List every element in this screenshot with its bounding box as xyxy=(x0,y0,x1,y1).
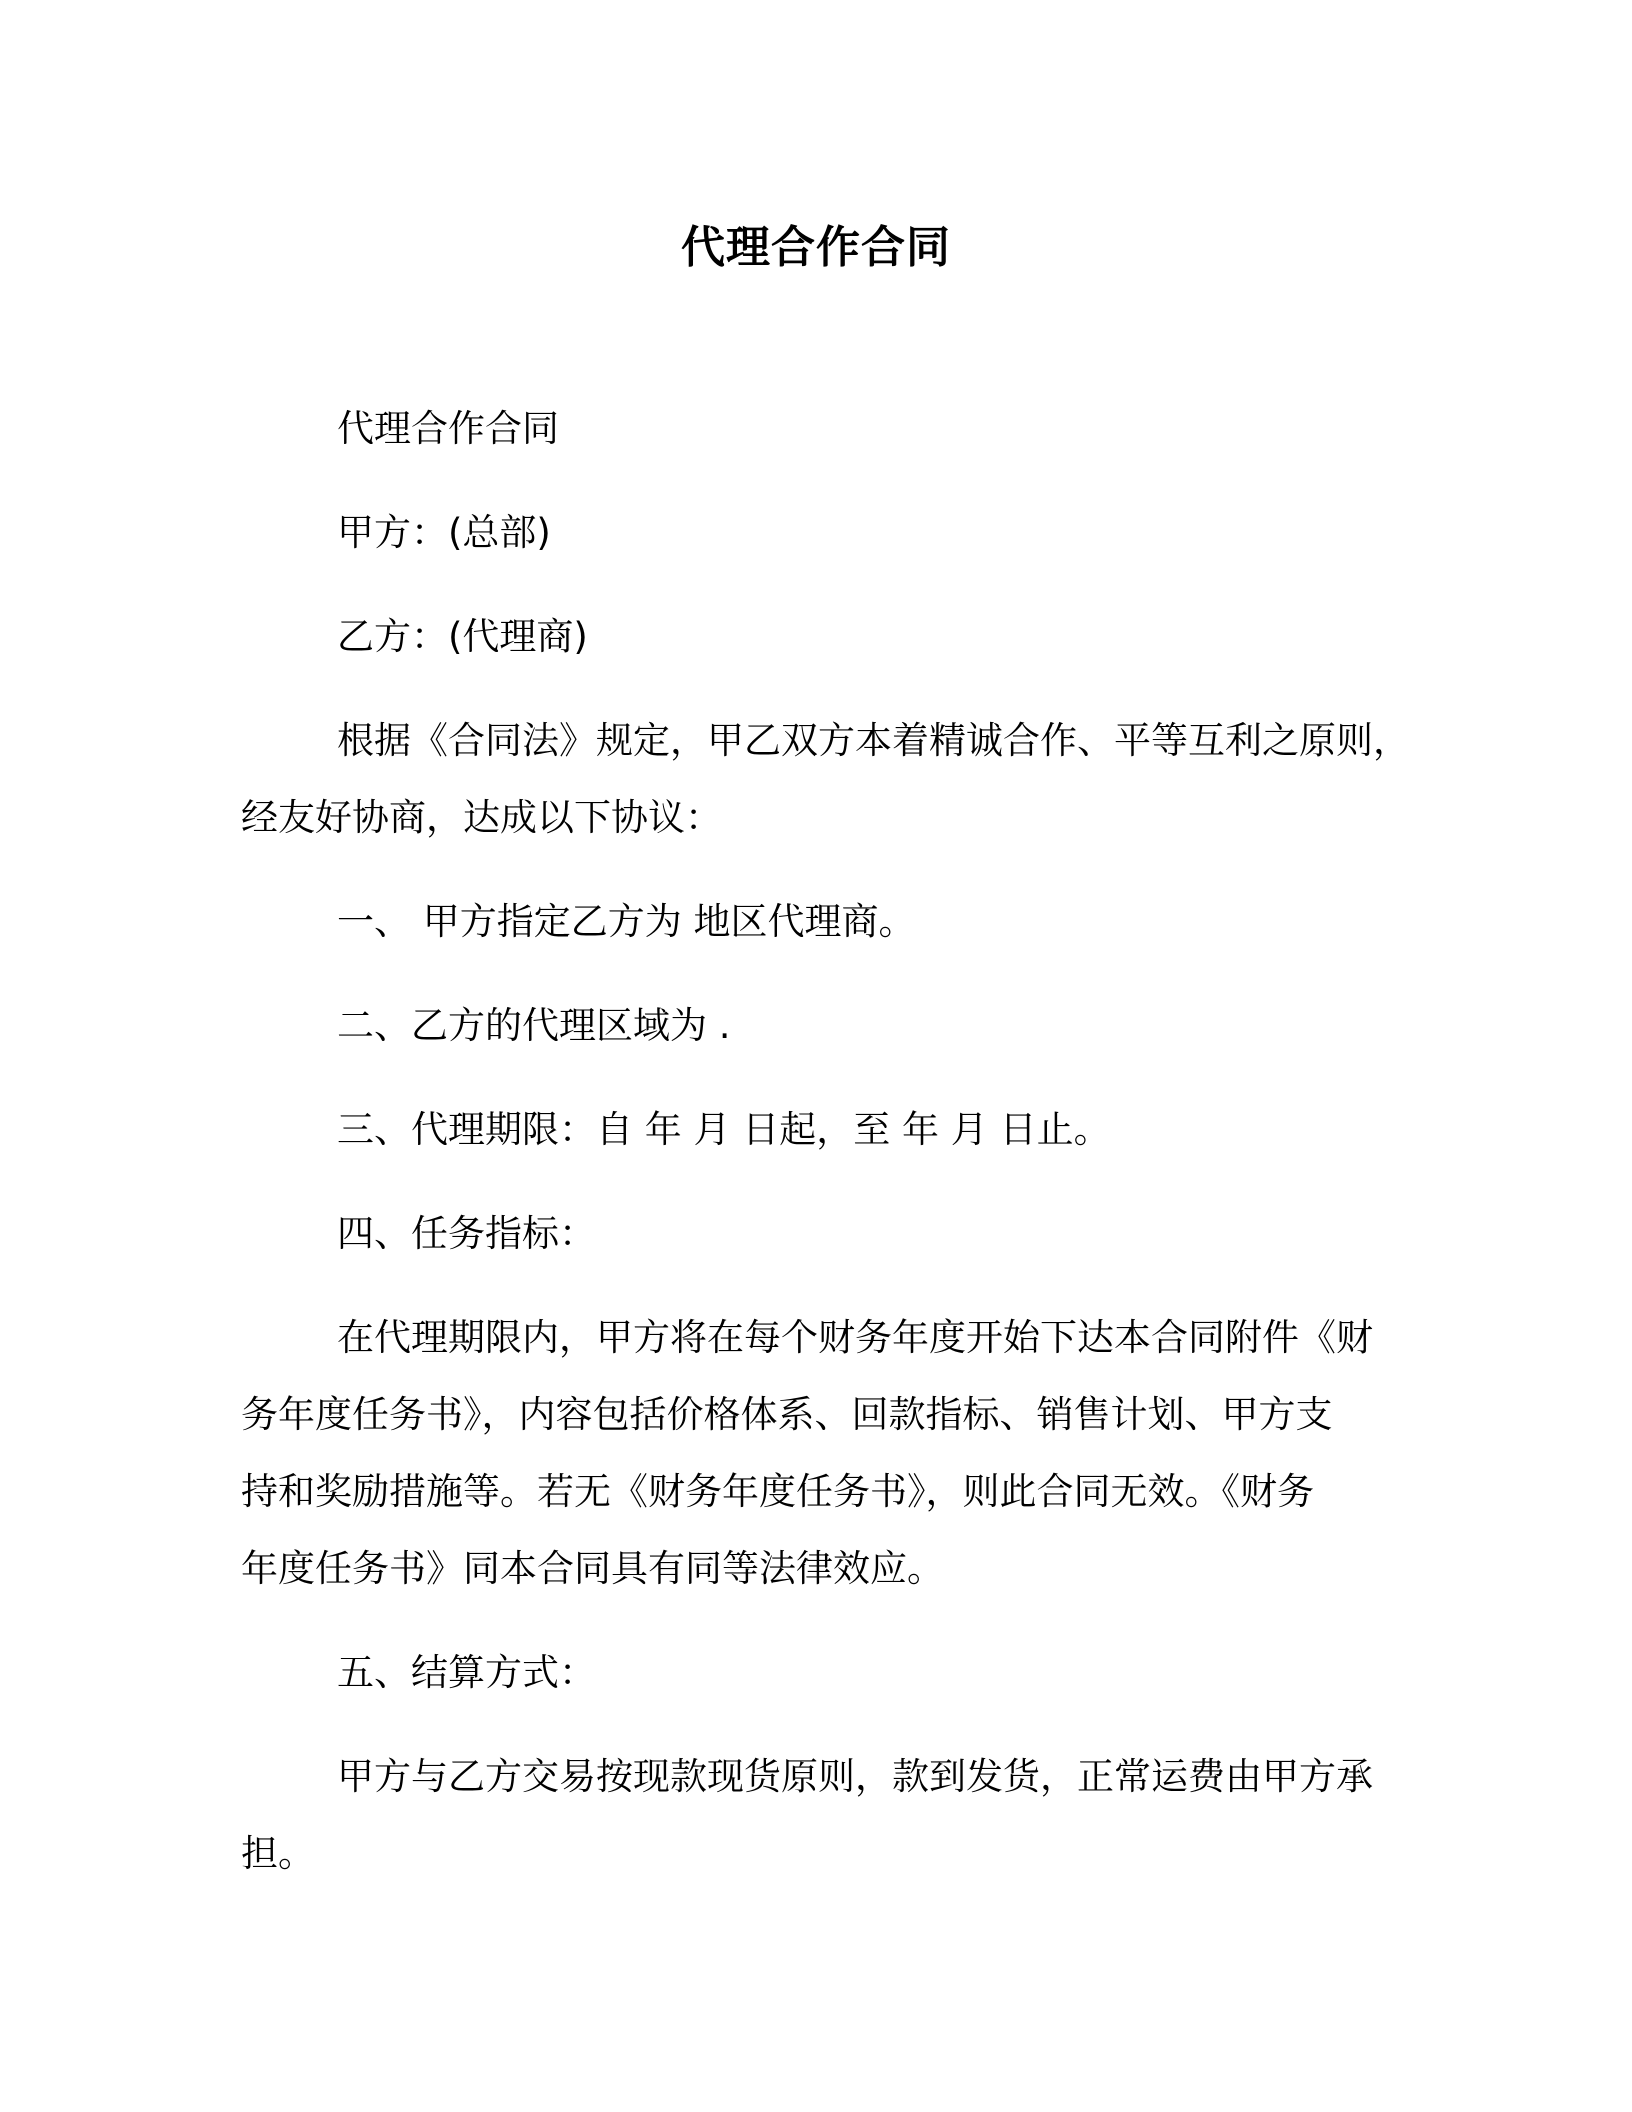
paragraph-heading xyxy=(241,390,1411,467)
paragraph-line: 年度任务书》同本合同具有同等法律效应。 xyxy=(241,1547,944,1590)
paragraph-line: 经友好协商，达成以下协议： xyxy=(241,796,722,839)
document-body xyxy=(241,390,1411,1919)
paragraph-line: 务年度任务书》，内容包括价格体系、回款指标、销售计划、甲方支 xyxy=(241,1393,1333,1436)
paragraph-line: 持和奖励措施等。若无《财务年度任务书》，则此合同无效。《财务 xyxy=(241,1470,1314,1513)
clause-4-heading xyxy=(241,1195,1411,1272)
paragraph-line: 根据《合同法》规定，甲乙双方本着精诚合作、平等互利之原则， xyxy=(337,719,1410,762)
paragraph-line: 担。 xyxy=(241,1832,315,1875)
paragraph-line: 代理合作合同 xyxy=(337,407,559,450)
paragraph-line: 二、乙方的代理区域为 . xyxy=(337,1004,731,1047)
clause-2 xyxy=(241,987,1411,1064)
paragraph-party-b xyxy=(241,598,1411,675)
paragraph-line: 一、 甲方指定乙方为 地区代理商。 xyxy=(337,900,916,943)
paragraph-preamble xyxy=(241,702,1411,856)
clause-5-body xyxy=(241,1738,1411,1892)
clause-5-heading xyxy=(241,1634,1411,1711)
paragraph-party-a xyxy=(241,494,1411,571)
paragraph-line: 三、代理期限：自 年 月 日起，至 年 月 日止。 xyxy=(337,1108,1111,1151)
paragraph-line: 五、结算方式： xyxy=(337,1651,596,1694)
paragraph-line: 乙方：(代理商) xyxy=(337,615,588,658)
paragraph-line: 四、任务指标： xyxy=(337,1212,596,1255)
paragraph-line: 甲方：(总部) xyxy=(337,511,551,554)
paragraph-line: 在代理期限内，甲方将在每个财务年度开始下达本合同附件《财 xyxy=(337,1316,1373,1359)
paragraph-line: 甲方与乙方交易按现款现货原则，款到发货，正常运费由甲方承 xyxy=(337,1755,1373,1798)
clause-3 xyxy=(241,1091,1411,1168)
document-title: 代理合作合同 xyxy=(681,222,951,273)
clause-4-body xyxy=(241,1299,1411,1607)
clause-1 xyxy=(241,883,1411,960)
